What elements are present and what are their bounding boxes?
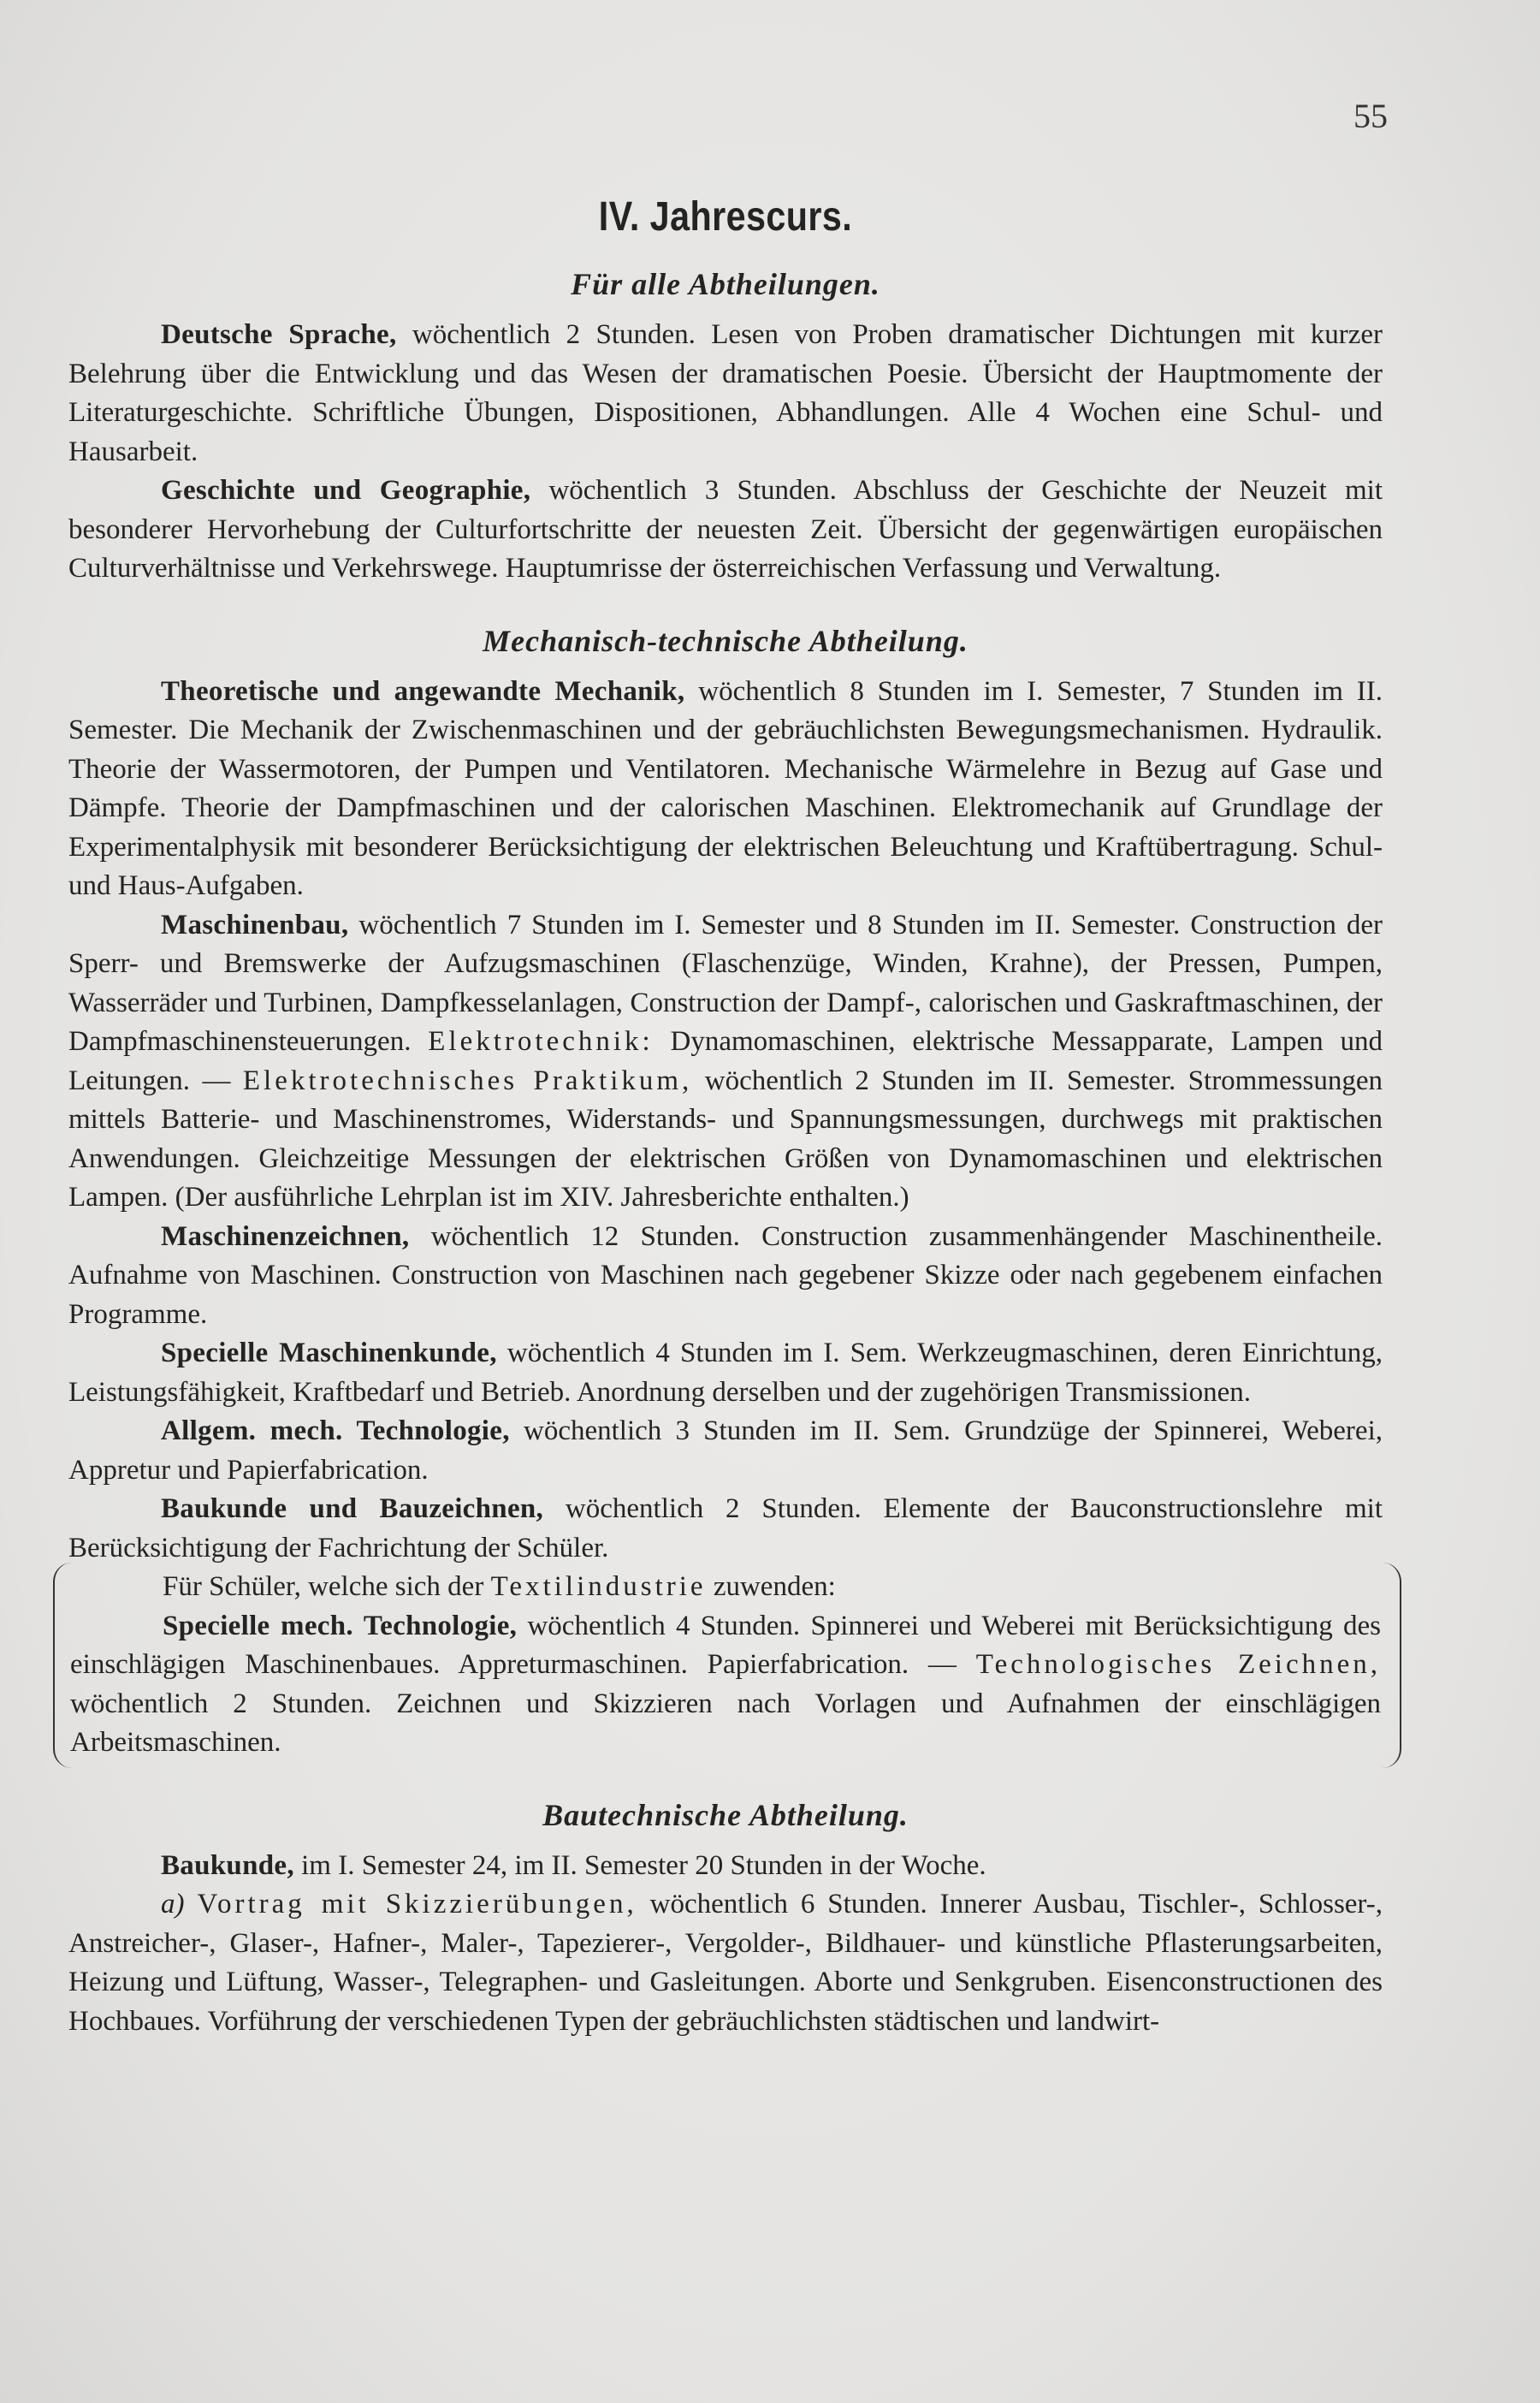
paragraph-deutsche-sprache	[68, 316, 1383, 472]
subject-technologisches-zeichnen: Technologisches Zeichnen,	[975, 1649, 1381, 1680]
subject-praktikum: Elektrotechnisches Praktikum,	[242, 1065, 693, 1096]
course-description: wöchentlich 12 Stunden. Construction zusammenhängender Maschinentheile. Aufnahme von Maschinen. Construction von Maschinen nach gegebener Skizze oder nach gegebenem einfachen Programme.	[68, 1220, 1383, 1330]
course-description: wöchentlich 2 Stunden. Lesen von Proben dramatischer Dichtungen mit kurzer Belehrung über die Entwicklung und das Wesen der dramatischen Poesie. Übersicht der Hauptmomente der Literaturgeschichte. Schriftliche Übungen, Dispositionen, Abhandlungen. Alle 4 Wochen eine Schul- und Hausarbeit.	[68, 319, 1383, 467]
subject-elektrotechnik: Elektrotechnik:	[428, 1026, 654, 1057]
course-title: Theoretische und angewandte Mechanik,	[161, 675, 685, 707]
right-bracket-mark	[1383, 1563, 1401, 1768]
course-title: Maschinenzeichnen,	[161, 1220, 410, 1252]
course-description: wöchentlich 3 Stunden im II. Sem. Grundzüge der Spinnerei, Weberei, Appretur und Papierfabrication.	[68, 1415, 1383, 1486]
paragraph-baukunde-bauzeichnen	[68, 1490, 1383, 1568]
paragraph-vortrag	[68, 1885, 1383, 2041]
subject-textilindustrie: Textilindustrie	[490, 1571, 707, 1602]
subject-vortrag: Vortrag mit Skizzierübungen,	[197, 1889, 637, 1919]
course-title: Specielle mech. Technologie,	[163, 1610, 518, 1641]
textile-bracketed-block	[68, 1568, 1383, 1763]
course-title: Baukunde,	[161, 1849, 294, 1881]
course-title: Specielle Maschinenkunde,	[161, 1338, 497, 1368]
item-marker: a)	[161, 1889, 185, 1919]
paragraph-mechanik	[68, 673, 1383, 906]
paragraph-geschichte	[68, 472, 1383, 589]
course-description: wöchentlich 2 Stunden. Zeichnen und Skizzieren nach Vorlagen und Aufnahmen der einschlägigen Arbeitsmaschinen.	[70, 1688, 1381, 1758]
course-title: Baukunde und Bauzeichnen,	[161, 1493, 544, 1524]
course-description: im I. Semester 24, im II. Semester 20 Stunden in der Woche.	[293, 1849, 986, 1881]
course-title: Deutsche Sprache,	[161, 319, 397, 350]
chapter-title: IV. Jahrescurs.	[598, 194, 853, 240]
course-title: Allgem. mech. Technologie,	[161, 1415, 510, 1446]
course-description: wöchentlich 2 Stunden. Elemente der Bauconstructionslehre mit Berücksichtigung der Fachrichtung der Schüler.	[68, 1493, 1383, 1563]
course-description: wöchentlich 8 Stunden im I. Semester, 7 Stunden im II. Semester. Die Mechanik der Zwischenmaschinen und der gebräuchlichsten Bewegungsmechanismen. Hydraulik. Theorie der Wassermotoren, der Pumpen und Ventilatoren. Mechanische Wärmelehre in Bezug auf Gase und Dämpfe. Theorie der Dampfmaschinen und der calorischen Maschinen. Elektromechanik auf Grundlage der Experimentalphysik mit besonderer Berücksichtigung der elektrischen Beleuchtung und Kraftübertragung. Schul- und Haus-Aufgaben.	[68, 675, 1383, 901]
course-description: Dynamomaschinen, elektrische Messapparate, Lampen und Leitungen. —	[68, 1026, 1383, 1096]
course-description: wöchentlich 4 Stunden im I. Sem. Werkzeugmaschinen, deren Einrichtung, Leistungsfähigkeit, Kraftbedarf und Betrieb. Anordnung derselben und der zugehörigen Transmissionen.	[68, 1338, 1383, 1408]
course-description: wöchentlich 3 Stunden. Abschluss der Geschichte der Neuzeit mit besonderer Hervorhebung der Culturfortschritte der neuesten Zeit. Übersicht der gegenwärtigen europäischen Culturverhältnisse und Verkehrswege. Hauptumrisse der österreichischen Verfassung und Verwaltung.	[68, 475, 1383, 584]
course-description: wöchentlich 7 Stunden im I. Semester und 8 Stunden im II. Semester. Construction der Sperr- und Bremswerke der Aufzugsmaschinen (Flaschenzüge, Winden, Krahne), der Pressen, Pumpen, Wasserräder und Turbinen, Dampfkesselanlagen, Construction der Dampf-, calorischen und Gaskraftmaschinen, der Dampfmaschinensteuerungen.	[68, 909, 1383, 1057]
course-title: Geschichte und Geographie,	[161, 475, 531, 506]
paragraph-textile-intro	[70, 1568, 1381, 1607]
paragraph-maschinenbau	[68, 906, 1383, 1218]
page-number: 55	[1353, 97, 1388, 135]
intro-text: zuwenden:	[706, 1571, 836, 1602]
paragraph-baukunde	[68, 1847, 1383, 1886]
course-description: wöchentlich 6 Stunden. Innerer Ausbau, Tischler-, Schlosser-, Anstreicher-, Glaser-, Hafner-, Maler-, Tapezierer-, Vergolder-, Bildhauer- und künstliche Pflasterungsarbeiten, Heizung und Lüftung, Wasser-, Telegraphen- und Gasleitungen. Aborte und Senkgruben. Eisenconstructionen des Hochbaues. Vorführung der verschiedenen Typen der gebräuchlichsten städtischen und landwirt-	[68, 1889, 1383, 2037]
course-description: wöchentlich 2 Stunden im II. Semester. Strommessungen mittels Batterie- und Maschinenstromes, Widerstands- und Spannungsmessungen, durchwegs mit praktischen Anwendungen. Gleichzeitige Messungen der elektrischen Größen von Dynamomaschinen und elektrischen Lampen. (Der ausführliche Lehrplan ist im XIV. Jahresberichte enthalten.)	[68, 1065, 1383, 1213]
section-heading-mechanisch: Mechanisch-technische Abtheilung.	[483, 623, 968, 658]
course-title: Maschinenbau,	[161, 909, 349, 940]
left-bracket-mark	[53, 1563, 72, 1768]
intro-text: Für Schüler, welche sich der	[163, 1571, 491, 1602]
paragraph-maschinenzeichnen	[68, 1218, 1383, 1335]
paragraph-maschinenkunde	[68, 1334, 1383, 1412]
section-heading-bautechnisch: Bautechnische Abtheilung.	[542, 1797, 909, 1832]
paragraph-specielle-technologie	[70, 1607, 1381, 1763]
course-description: wöchentlich 4 Stunden. Spinnerei und Weberei mit Berücksichtigung des einschlägigen Maschinenbaues. Appreturmaschinen. Papierfabrication. —	[70, 1610, 1381, 1680]
page-content	[68, 171, 1383, 2041]
paragraph-technologie	[68, 1412, 1383, 1490]
section-heading-alle: Für alle Abtheilungen.	[571, 267, 880, 301]
